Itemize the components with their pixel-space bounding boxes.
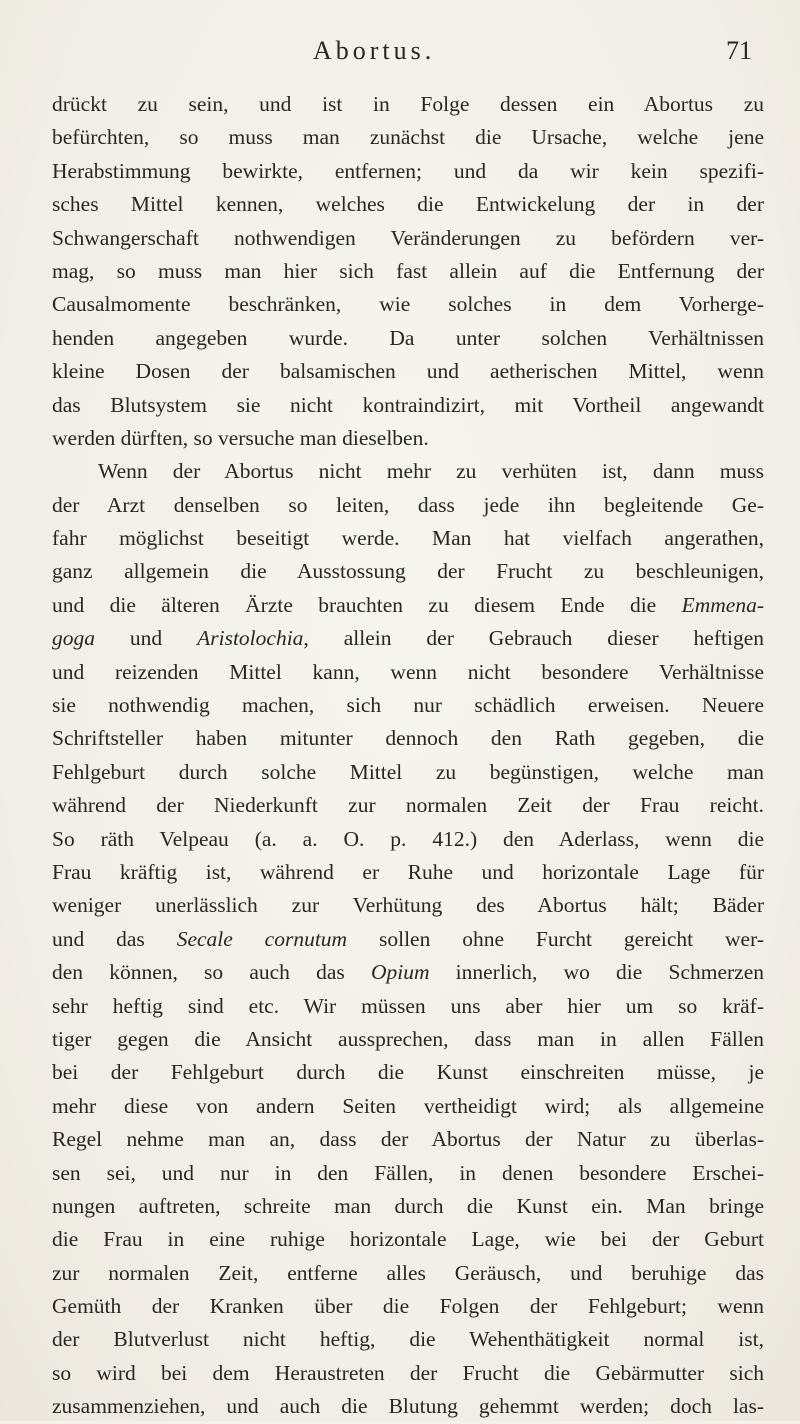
text-line — [52, 422, 764, 455]
text-line — [52, 956, 764, 989]
text-segment: zur normalen Zeit, entferne alles Geräusch, und beruhige das — [52, 1260, 764, 1285]
text-segment: innerlich, wo die Schmerzen — [429, 960, 764, 985]
text-segment: zusammenziehen, und auch die Blutung gehemmt werden; doch las- — [52, 1394, 764, 1419]
text-segment: bei der Fehlgeburt durch die Kunst einschreiten müsse, je — [52, 1060, 764, 1085]
text-segment: nungen auftreten, schreite man durch die Kunst ein. Man bringe — [52, 1193, 764, 1218]
text-segment: ganz allgemein die Ausstossung der Frucht zu beschleunigen, — [52, 559, 764, 584]
text-line — [52, 88, 764, 121]
text-line — [52, 923, 764, 956]
text-segment: tiger gegen die Ansicht aussprechen, dass man in allen Fällen — [52, 1026, 764, 1051]
text-segment: Regel nehme man an, dass der Abortus der Natur zu überlas- — [52, 1127, 764, 1152]
italic-term: Aristolochia — [197, 626, 304, 651]
page-number: 71 — [726, 36, 752, 65]
text-segment: Wenn der Abortus nicht mehr zu verhüten ist, dann muss — [98, 459, 764, 484]
text-segment: und das — [52, 926, 177, 951]
text-line — [52, 1223, 764, 1256]
text-segment: , allein der Gebrauch dieser heftigen — [303, 626, 764, 651]
text-segment: die Frau in eine ruhige horizontale Lage, wie bei der Geburt — [52, 1227, 764, 1252]
text-segment: sen sei, und nur in den Fällen, in denen besondere Erschei- — [52, 1160, 764, 1185]
text-segment: kleine Dosen der balsamischen und aetherischen Mittel, wenn — [52, 359, 764, 384]
body-text — [52, 88, 764, 1424]
text-line — [52, 155, 764, 188]
text-segment: werden dürften, so versuche man dieselben. — [52, 425, 429, 450]
text-segment: Causalmomente beschränken, wie solches in dem Vorherge- — [52, 292, 764, 317]
text-segment: fahr möglichst beseitigt werde. Man hat vielfach angerathen, — [52, 526, 764, 551]
text-line — [52, 656, 764, 689]
text-line — [52, 1190, 764, 1223]
text-line — [52, 1157, 764, 1190]
text-segment: So räth Velpeau (a. a. O. p. 412.) den Aderlass, wenn die — [52, 826, 764, 851]
text-segment: Fehlgeburt durch solche Mittel zu begünstigen, welche man — [52, 759, 764, 784]
italic-term: goga — [52, 626, 95, 651]
text-line — [52, 288, 764, 321]
text-segment: der Blutverlust nicht heftig, die Wehenthätigkeit normal ist, — [52, 1327, 764, 1352]
text-line — [52, 589, 764, 622]
text-line — [52, 1056, 764, 1089]
text-segment: der Arzt denselben so leiten, dass jede ihn begleitende Ge- — [52, 492, 764, 517]
text-line — [52, 355, 764, 388]
text-segment: und — [95, 626, 198, 651]
text-segment: drückt zu sein, und ist in Folge dessen ein Abortus zu — [52, 92, 764, 116]
text-line — [52, 1290, 764, 1323]
text-segment: mehr diese von andern Seiten vertheidigt wird; als allgemeine — [52, 1093, 764, 1118]
text-line — [52, 1023, 764, 1056]
text-segment: und die älteren Ärzte brauchten zu diesem Ende die — [52, 592, 682, 617]
text-line — [52, 1323, 764, 1356]
text-line — [52, 455, 764, 488]
text-segment: Schwangerschaft nothwendigen Veränderungen zu befördern ver- — [52, 225, 764, 250]
text-segment: den können, so auch das — [52, 960, 371, 985]
text-segment: Schriftsteller haben mitunter dennoch den Rath gegeben, die — [52, 726, 764, 751]
text-line — [52, 489, 764, 522]
text-line — [52, 1123, 764, 1156]
text-line — [52, 555, 764, 588]
text-line — [52, 188, 764, 221]
text-segment: das Blutsystem sie nicht kontraindizirt, mit Vortheil angewandt — [52, 392, 764, 417]
text-line — [52, 823, 764, 856]
running-title: Abortus. — [313, 36, 436, 65]
text-segment: sches Mittel kennen, welches die Entwickelung der in der — [52, 192, 764, 217]
text-line — [52, 889, 764, 922]
text-line — [52, 121, 764, 154]
text-line — [52, 722, 764, 755]
text-line — [52, 255, 764, 288]
italic-term: Secale cornutum — [176, 926, 348, 951]
text-line — [52, 389, 764, 422]
text-segment: befürchten, so muss man zunächst die Ursache, welche jene — [52, 125, 764, 150]
text-line — [52, 622, 764, 655]
text-segment: sollen ohne Furcht gereicht wer- — [347, 926, 764, 951]
text-segment: mag, so muss man hier sich fast allein auf die Entfernung der — [52, 258, 764, 283]
text-segment: henden angegeben wurde. Da unter solchen Verhältnissen — [52, 325, 764, 350]
italic-term: Opium — [370, 960, 430, 985]
text-line — [52, 322, 764, 355]
text-segment: weniger unerlässlich zur Verhütung des Abortus hält; Bäder — [52, 893, 764, 918]
text-segment: und reizenden Mittel kann, wenn nicht besondere Verhältnisse — [52, 659, 764, 684]
text-line — [52, 689, 764, 722]
text-segment: so wird bei dem Heraustreten der Frucht die Gebärmutter sich — [52, 1360, 764, 1385]
text-segment: Herabstimmung bewirkte, entfernen; und da wir kein spezifi- — [52, 158, 764, 183]
text-segment: Gemüth der Kranken über die Folgen der Fehlgeburt; wenn — [52, 1294, 764, 1319]
page-header — [0, 36, 800, 76]
text-line — [52, 756, 764, 789]
text-line — [52, 1357, 764, 1390]
text-line — [52, 789, 764, 822]
text-line — [52, 990, 764, 1023]
text-segment: Frau kräftig ist, während er Ruhe und horizontale Lage für — [52, 859, 764, 884]
text-segment: während der Niederkunft zur normalen Zeit der Frau reicht. — [52, 793, 764, 818]
text-line — [52, 1390, 764, 1423]
text-line — [52, 1257, 764, 1290]
text-segment: sehr heftig sind etc. Wir müssen uns aber hier um so kräf- — [52, 993, 764, 1018]
italic-term: Emmena- — [681, 592, 764, 617]
text-line — [52, 522, 764, 555]
text-segment: sie nothwendig machen, sich nur schädlich erweisen. Neuere — [52, 693, 764, 718]
text-line — [52, 856, 764, 889]
text-line — [52, 222, 764, 255]
text-line — [52, 1090, 764, 1123]
